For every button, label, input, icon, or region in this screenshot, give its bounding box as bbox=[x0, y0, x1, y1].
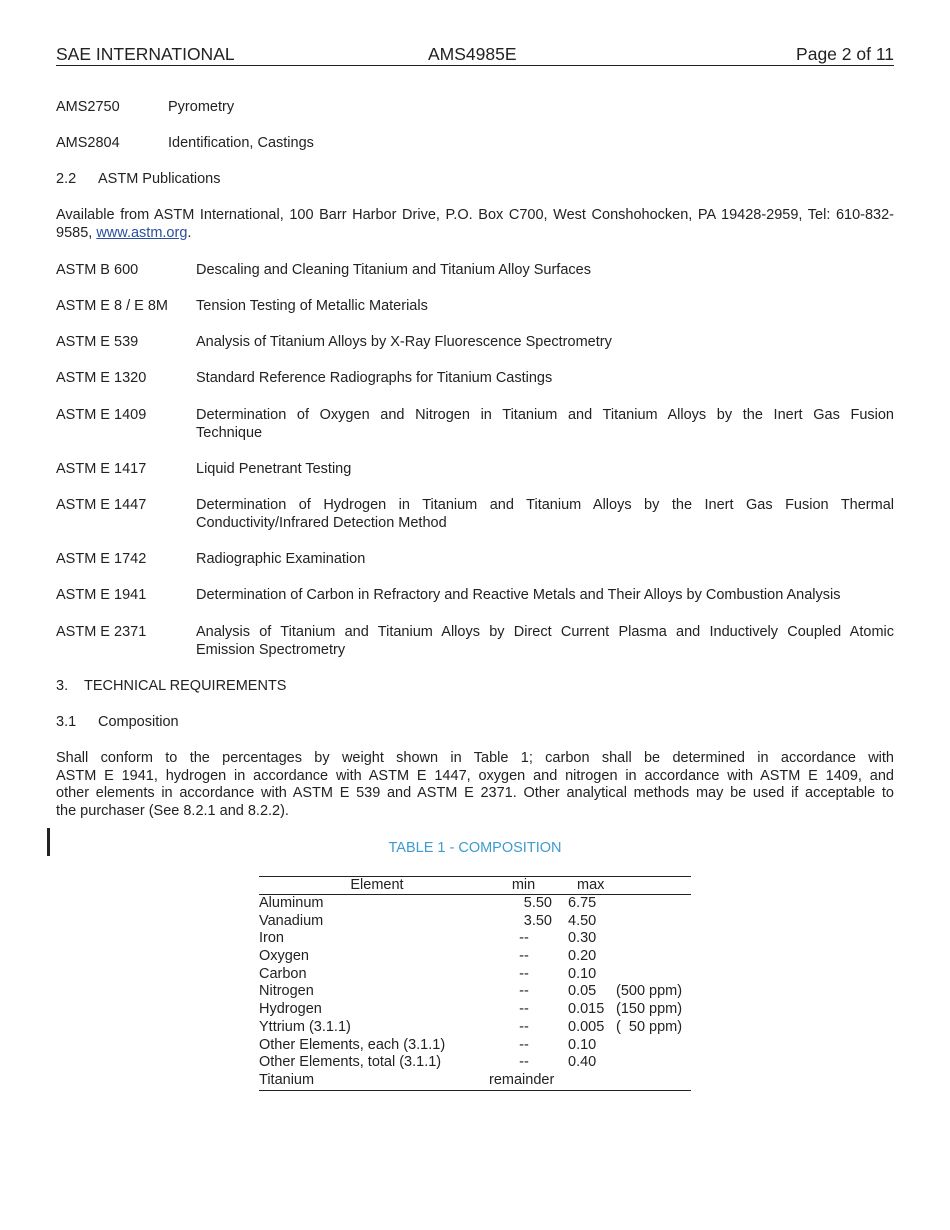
ref-title-line: Determination of Oxygen and Nitrogen in Titanium and Titanium Alloys by the Inert Gas Fusion bbox=[196, 407, 894, 423]
ref-title: Descaling and Cleaning Titanium and Titanium Alloy Surfaces bbox=[196, 262, 591, 278]
min-cell: -- bbox=[519, 1018, 529, 1035]
column-header-element: Element bbox=[350, 877, 404, 893]
table-header-row bbox=[259, 877, 691, 895]
table-row bbox=[259, 948, 691, 966]
min-cell: -- bbox=[519, 1001, 529, 1018]
column-header-max: max bbox=[577, 877, 605, 893]
table-row bbox=[259, 1019, 691, 1037]
ref-code: ASTM E 1409 bbox=[56, 407, 147, 423]
element-cell: Oxygen bbox=[259, 948, 309, 965]
min-cell: -- bbox=[519, 1054, 529, 1071]
ref-title: Tension Testing of Metallic Materials bbox=[196, 298, 428, 314]
astm-availability-paragraph bbox=[56, 207, 894, 242]
max-cell: 0.05 bbox=[568, 983, 597, 1000]
page-header bbox=[56, 44, 894, 66]
section-number: 3. bbox=[56, 678, 69, 694]
min-cell: -- bbox=[519, 983, 529, 1000]
min-cell: 5.50 bbox=[523, 895, 552, 911]
max-cell: 6.75 bbox=[568, 895, 597, 911]
table-row bbox=[259, 1054, 691, 1072]
table-row bbox=[259, 1001, 691, 1019]
ref-code: ASTM B 600 bbox=[56, 262, 139, 278]
element-cell: Yttrium (3.1.1) bbox=[259, 1018, 351, 1035]
min-cell: -- bbox=[519, 948, 529, 965]
ref-code: ASTM E 1742 bbox=[56, 551, 147, 567]
element-cell: Iron bbox=[259, 930, 284, 947]
header-document-id: AMS4985E bbox=[428, 44, 517, 64]
table-row bbox=[259, 1072, 691, 1090]
max-cell: 0.30 bbox=[568, 930, 597, 947]
table-row bbox=[259, 895, 691, 913]
ref-title-line: Analysis of Titanium and Titanium Alloys by Direct Current Plasma and Inductively Coupled Atomic bbox=[196, 624, 894, 640]
ref-title: Pyrometry bbox=[168, 99, 235, 115]
ppm-cell: ( 50 ppm) bbox=[616, 1018, 683, 1035]
ref-title: Radiographic Examination bbox=[196, 551, 366, 567]
section-heading: ASTM Publications bbox=[98, 171, 221, 187]
ref-title bbox=[196, 624, 894, 659]
min-cell: 3.50 bbox=[523, 912, 552, 929]
ref-code: ASTM E 2371 bbox=[56, 624, 147, 640]
max-cell: 0.005 bbox=[568, 1018, 605, 1035]
max-cell: 0.20 bbox=[568, 948, 597, 965]
min-cell: -- bbox=[519, 930, 529, 947]
ref-title: Liquid Penetrant Testing bbox=[196, 461, 352, 477]
ref-title: Determination of Carbon in Refractory and Reactive Metals and Their Alloys by Combustion Analysis bbox=[196, 587, 841, 603]
max-cell: 4.50 bbox=[568, 912, 597, 929]
composition-paragraph bbox=[56, 750, 894, 820]
paragraph-line: Shall conform to the percentages by weight shown in Table 1; carbon shall be determined in accordance with bbox=[56, 750, 894, 766]
table-row bbox=[259, 1037, 691, 1055]
min-cell: remainder bbox=[489, 1071, 555, 1088]
element-cell: Titanium bbox=[259, 1071, 315, 1088]
ref-code: AMS2804 bbox=[56, 135, 120, 151]
max-cell: 0.40 bbox=[568, 1054, 597, 1071]
element-cell: Vanadium bbox=[259, 912, 324, 929]
header-organization: SAE INTERNATIONAL bbox=[56, 44, 235, 64]
column-header-min: min bbox=[511, 877, 536, 893]
table-row bbox=[259, 983, 691, 1001]
astm-website-link[interactable]: www.astm.org bbox=[96, 224, 188, 241]
ref-title-line: Technique bbox=[196, 424, 263, 441]
element-cell: Aluminum bbox=[259, 895, 324, 911]
max-cell: 0.10 bbox=[568, 1036, 597, 1053]
ref-title: Analysis of Titanium Alloys by X-Ray Fluorescence Spectrometry bbox=[196, 334, 612, 350]
ppm-cell: (150 ppm) bbox=[616, 1001, 683, 1018]
max-cell: 0.015 bbox=[568, 1001, 605, 1018]
header-page-number: Page 2 of 11 bbox=[796, 44, 894, 64]
paragraph-line: ASTM E 1941, hydrogen in accordance with ASTM E 1447, oxygen and nitrogen in accordance with ASTM E 1409, and bbox=[56, 767, 894, 784]
ref-title bbox=[196, 497, 894, 532]
table-row bbox=[259, 930, 691, 948]
paragraph-line: other elements in accordance with ASTM E 539 and ASTM E 2371. Other analytical methods may be used if acceptable to bbox=[56, 785, 894, 801]
availability-text: Available from ASTM International, 100 Barr Harbor Drive, P.O. Box C700, West Conshohocken, PA 19428-2959, Tel: 610-832-9585, bbox=[56, 207, 894, 241]
section-heading: Composition bbox=[98, 714, 179, 730]
ref-title-line: Determination of Hydrogen in Titanium and Titanium Alloys by the Inert Gas Fusion Thermal bbox=[196, 497, 894, 513]
element-cell: Other Elements, total (3.1.1) bbox=[259, 1054, 442, 1071]
ref-code: ASTM E 8 / E 8M bbox=[56, 298, 168, 314]
ref-title: Identification, Castings bbox=[168, 135, 314, 151]
ref-code: AMS2750 bbox=[56, 99, 120, 115]
table-title: TABLE 1 - COMPOSITION bbox=[388, 840, 562, 856]
ref-code: ASTM E 1447 bbox=[56, 497, 147, 513]
element-cell: Hydrogen bbox=[259, 1001, 322, 1018]
element-cell: Nitrogen bbox=[259, 983, 314, 1000]
element-cell: Carbon bbox=[259, 965, 307, 982]
ref-title-line: Conductivity/Infrared Detection Method bbox=[196, 514, 447, 531]
table-row bbox=[259, 913, 691, 931]
min-cell: -- bbox=[519, 965, 529, 982]
section-number: 2.2 bbox=[56, 171, 77, 187]
element-cell: Other Elements, each (3.1.1) bbox=[259, 1036, 446, 1053]
ref-title bbox=[196, 407, 894, 442]
availability-suffix: . bbox=[187, 224, 192, 241]
ref-code: ASTM E 1320 bbox=[56, 370, 147, 386]
ref-code: ASTM E 1941 bbox=[56, 587, 147, 603]
section-heading: TECHNICAL REQUIREMENTS bbox=[84, 678, 287, 694]
max-cell: 0.10 bbox=[568, 965, 597, 982]
paragraph-line: the purchaser (See 8.2.1 and 8.2.2). bbox=[56, 802, 289, 819]
ref-code: ASTM E 539 bbox=[56, 334, 139, 350]
ref-title-line: Emission Spectrometry bbox=[196, 641, 346, 658]
min-cell: -- bbox=[519, 1036, 529, 1053]
ref-title: Standard Reference Radiographs for Titanium Castings bbox=[196, 370, 553, 386]
section-number: 3.1 bbox=[56, 714, 77, 730]
composition-table bbox=[259, 876, 691, 1091]
ref-code: ASTM E 1417 bbox=[56, 461, 147, 477]
ppm-cell: (500 ppm) bbox=[616, 983, 683, 1000]
table-row bbox=[259, 966, 691, 984]
